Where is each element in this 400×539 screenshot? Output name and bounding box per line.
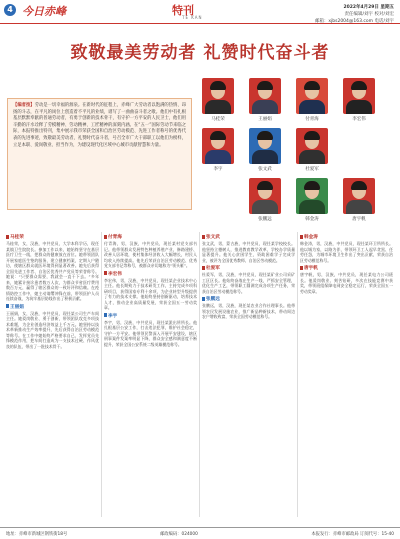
portrait-name: 马桂荣 [211, 117, 225, 122]
article-heading-text: 张文武 [206, 235, 220, 240]
article-columns [6, 232, 394, 517]
portrait-photo [249, 178, 281, 214]
portrait-photo [202, 78, 234, 114]
article-heading-text: 张鹏远 [206, 297, 220, 302]
article-heading [104, 234, 197, 240]
portrait-card [294, 78, 330, 122]
portrait-card [200, 128, 236, 172]
article-body: 唐宇帆，男，汉族，中共党员，现任某电力公司班长。他爱岗敬业、刻苦钻研，多次在技能竞赛中获奖，带领班组保障电网安全稳定运行，荣获全国五一劳动奖章。 [300, 272, 393, 294]
article-heading [104, 271, 197, 277]
portrait-name: 韩金涛 [305, 217, 319, 222]
portrait-name: 李宏伟 [352, 117, 366, 122]
article-body: 付青海，男，汉族，中共党员，现任某村党支部书记。他带领群众发展特色种植养殖产业，修路建桥、改善人居环境，使村集体经济收入大幅增长，村民人均收入持续提高。他先后荣获自治区劳动模范、优秀党支部书记等称号，被群众亲切地称为“领头雁”。 [104, 241, 197, 268]
portrait-photo [202, 128, 234, 164]
portrait-card [341, 78, 377, 122]
portrait-card [294, 128, 330, 172]
portrait-name: 付青海 [305, 117, 319, 122]
article-body: 杜爱军，男，汉族，中共党员，现任某矿业公司采矿工区区长。他始终奋战在生产一线，严抓安全管理，优化生产工艺，带领职工圆满完成各项生产任务，荣获自治区劳动模范称号。 [202, 272, 295, 294]
article-heading-text: 李宏伟 [108, 271, 122, 277]
article-heading [104, 313, 197, 319]
text-column [202, 232, 295, 517]
article-heading [202, 234, 295, 240]
text-column [6, 232, 99, 517]
article-heading-text: 唐宇帆 [304, 266, 318, 271]
portrait-photo [343, 78, 375, 114]
portrait-card [341, 178, 377, 222]
portrait-name: 杜爱军 [305, 167, 319, 172]
portrait-photo [249, 128, 281, 164]
article-heading-text: 杜爱军 [206, 266, 220, 271]
portrait-name: 李宇 [213, 167, 223, 172]
portrait-photo [296, 78, 328, 114]
section-title: 特刊 [172, 4, 194, 17]
article-heading [202, 265, 295, 271]
article-body: 韩金涛，男，汉族，中共党员，现任某环卫所所长。他以城为家，以路为伴，带领环卫工人起早贪黑、任劳任怨，为城市环境卫生作出了突出贡献，荣获自治区劳动模范称号。 [300, 241, 393, 263]
footer-postcode: 邮政编码：024000 [160, 532, 198, 537]
portrait-card [294, 178, 330, 222]
issue-date: 2022年4月29日 星期五 [343, 5, 394, 10]
portrait-name: 唐宇帆 [352, 217, 366, 222]
column-divider [101, 232, 102, 517]
portrait-name: 张文武 [258, 167, 272, 172]
portrait-photo [343, 178, 375, 214]
page-number: 4 [4, 4, 16, 16]
article-heading [6, 234, 99, 240]
article-heading-text: 马桂荣 [10, 235, 24, 240]
text-column [300, 232, 393, 517]
portrait-grid [198, 78, 394, 228]
article-body: 李宇，男，汉族，中共党员，现任某派出所所长。他扎根基层公安工作，打击违法犯罪，维护社会稳定，守护一方平安。他带领民警深入开展平安建设，辖区刑事案件发案率明显下降，群众安全感和满意度不断提升，荣获全国公安系统二级英雄模范称号。 [104, 319, 197, 347]
portrait-card [200, 78, 236, 122]
contact-line: 邮箱：xjbs2004@163.com 电话/刘宇 [314, 19, 394, 24]
portrait-photo [296, 128, 328, 164]
footer-address: 地址：赤峰市新城区钢铁街18号 [6, 532, 68, 537]
article-heading-text: 李宇 [108, 313, 118, 319]
article-body: 马桂荣，女，汉族，中共党员，大学本科学历，现任某镇卫生院院长。参加工作以来，她始终坚守在基层医疗卫生一线，把群众的健康放在首位。她带领团队开展家庭医生签约服务，建立健康档案，定期入户随访，使辖区群众就医环境得到显著改善。她先后获得全国先进工作者、自治区优秀共产党员等荣誉称号。她说：“只要群众需要，我就会一直干下去。”多年来，她累计接诊患者数万人次，为群众节省医疗费用数百万元，赢得了辖区群众的一致好评和信赖。在疫情防控工作中，她主动请缨冲锋在前，带领医护人员连续奋战，为筑牢基层防线作出了积极贡献。 [6, 241, 99, 301]
article-body: 王丽娟，女，汉族，中共党员，现任某公司生产车间主任。她爱岗敬业、勇于创新，带领团队攻克多项技术难题，为企业创造经济效益上千万元。她坚持以技术革新推动生产效率提升，先后获得自治区劳动模范等称号。在工作中她始终严格要求自己，发挥党员先锋模范作用，把车间打造成为一支技术过硬、作风优良的队伍，带出了一批技术骨干。 [6, 310, 99, 349]
article-body: 张鹏远，男，汉族，现任某农业合作社理事长。他带领农民发展设施农业，推广新品种新技术，带动周边农户增收致富，荣获全国劳动模范称号。 [202, 303, 295, 319]
portrait-name: 王丽娟 [258, 117, 272, 122]
masthead [0, 0, 400, 24]
section-pinyin: TE KAN [182, 15, 203, 20]
editor-note-body: 劳动是一切幸福的源泉。在新时代的征程上，赤峰广大劳动者以饱满的热情、昂扬的斗志，在平凡的岗位上创造着不平凡的业绩，谱写了一曲曲奋斗者之歌。他们中有扎根基层默默奉献的普通劳动者，有勇于创新的技术骨干，有守护一方平安的人民卫士，他们用辛勤的汗水诠释了劳模精神、劳动精神、工匠精神的深刻内涵。在“五一”国际劳动节来临之际，本报特推出特刊，集中展示我市荣获全国和自治区劳动模范、先进工作者称号的优秀代表的先进事迹，致敬最美劳动者，礼赞时代奋斗者，号召全市广大干部职工以他们为榜样，立足本职、爱岗敬业、担当作为，为建设现代化区域中心城市贡献智慧和力量。 [13, 103, 187, 148]
portrait-photo [296, 178, 328, 214]
editor-note-lead: 【编者按】 [13, 103, 35, 108]
article-heading [6, 304, 99, 310]
editor-note-text [13, 103, 186, 149]
article-heading-text: 付青海 [108, 235, 122, 240]
article-body: 李宏伟，男，汉族，中共党员，现任某企业技术中心主任。他长期致力于技术研发工作，主持完成多项科研项目，获得国家专利十余项，为企业转型升级提供了有力的技术支撑。他始终坚持创新驱动，培养技术人才，推动企业高质量发展，荣获全国五一劳动奖章。 [104, 277, 197, 310]
article-heading [300, 265, 393, 271]
portrait-card [247, 128, 283, 172]
column-divider [297, 232, 298, 517]
article-heading [202, 296, 295, 302]
portrait-card [247, 78, 283, 122]
article-heading-text: 王丽娟 [10, 304, 24, 310]
portrait-photo [249, 78, 281, 114]
editor-note-box [7, 98, 192, 210]
paper-logo: 今日赤峰 [22, 5, 66, 18]
editor-line: 责任编辑/刘宇 校对/刘宏 [344, 12, 394, 17]
article-body: 张文武，男，蒙古族，中共党员，现任某学校校长。他坚持立德树人，推进教育教学改革，学校办学质量显著提升。他关心贫困学生，资助困难学子完成学业，被评为全国优秀教师、自治区劳动模范。 [202, 241, 295, 263]
portrait-card [247, 178, 283, 222]
page-footer [0, 527, 400, 539]
article-heading [300, 234, 393, 240]
text-column [104, 232, 197, 517]
page-headline: 致敬最美劳动者 礼赞时代奋斗者 [70, 43, 330, 63]
masthead-meta [315, 4, 394, 25]
footer-distribution: 本报发行：赤峰市邮政局 订阅代号：15-40 [311, 532, 394, 537]
column-divider [199, 232, 200, 517]
portrait-name: 张鹏远 [258, 217, 272, 222]
article-heading-text: 韩金涛 [304, 235, 318, 240]
